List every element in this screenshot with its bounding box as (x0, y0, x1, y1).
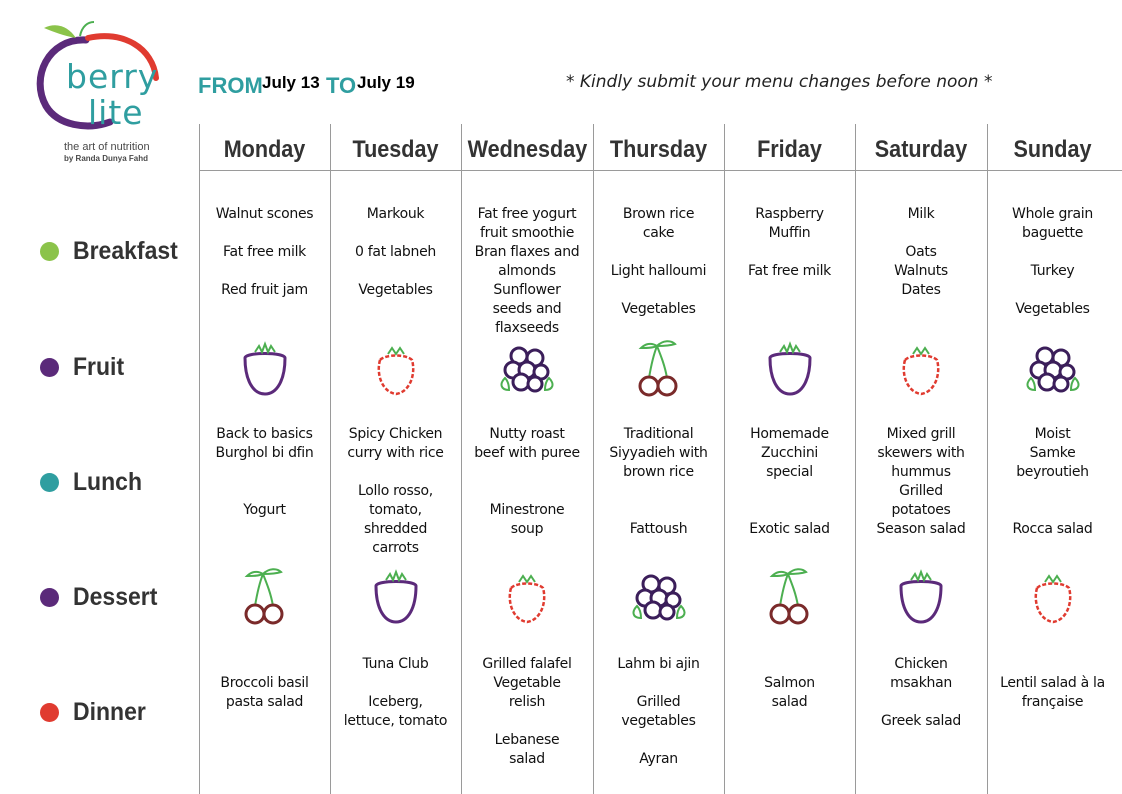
lunch-cell-wednesday (461, 425, 593, 539)
meal-row-fruit (40, 352, 129, 382)
menu-item: Fattoush (629, 521, 688, 537)
from-date: July 13 (262, 73, 320, 92)
logo-byline: by Randa Dunya Fahd (64, 154, 149, 163)
menu-item: 0 fat labneh (355, 244, 436, 260)
meal-label: Fruit (73, 352, 125, 381)
menu-item: Grilled (636, 694, 681, 710)
grape-icon (235, 338, 295, 398)
grape-icon (760, 338, 820, 398)
menu-item: Mixed grill (886, 426, 956, 442)
lunch-cell-friday (724, 425, 855, 539)
breakfast-cell-monday (199, 205, 330, 300)
meal-row-dessert (40, 582, 165, 612)
meal-label: Dessert (73, 582, 158, 611)
breakfast-cell-saturday (855, 205, 987, 300)
menu-item: Markouk (366, 206, 425, 222)
dinner-cell-tuesday (330, 655, 461, 731)
lunch-cell-monday (199, 425, 330, 520)
menu-item: Muffin (768, 225, 811, 241)
blueberry-icon (629, 566, 689, 626)
menu-item: Nutty roast (489, 426, 565, 442)
menu-item: Lahm bi ajin (617, 656, 700, 672)
dinner-cell-sunday (987, 655, 1118, 712)
grape-icon (891, 566, 951, 626)
menu-item: Rocca salad (1012, 521, 1093, 537)
menu-item: française (1021, 694, 1084, 710)
menu-item: flaxseeds (495, 320, 559, 336)
from-label: FROM (198, 73, 263, 98)
menu-item: carrots (372, 540, 419, 556)
menu-item: pasta salad (225, 694, 304, 710)
menu-item: Vegetables (1015, 301, 1090, 317)
breakfast-cell-friday (724, 205, 855, 281)
menu-item: skewers with (877, 445, 965, 461)
menu-item: tomato, (369, 502, 422, 518)
menu-item: brown rice (623, 464, 694, 480)
day-header-friday: Friday (757, 136, 822, 163)
blueberry-icon (1023, 338, 1083, 398)
meal-dot-icon (40, 703, 59, 722)
menu-item: Broccoli basil (220, 675, 309, 691)
meal-label: Lunch (73, 467, 142, 496)
menu-item: Samke (1029, 445, 1076, 461)
meal-row-dinner (40, 697, 152, 727)
menu-item: vegetables (621, 713, 696, 729)
cherry-icon (629, 338, 689, 398)
dinner-cell-friday (724, 655, 855, 712)
dinner-cell-saturday (855, 655, 987, 731)
day-header-thursday: Thursday (609, 136, 708, 163)
menu-item: lettuce, tomato (343, 713, 448, 729)
raspberry-icon (366, 338, 426, 398)
menu-item: Tuna Club (362, 656, 429, 672)
lunch-cell-saturday (855, 425, 987, 539)
menu-item: salad (771, 694, 808, 710)
menu-item: Fat free milk (748, 263, 831, 279)
menu-item: Oats (905, 244, 937, 260)
meal-dot-icon (40, 473, 59, 492)
meal-dot-icon (40, 588, 59, 607)
menu-item: Walnuts (894, 263, 948, 279)
menu-item: Vegetables (358, 282, 433, 298)
menu-item: Traditional (623, 426, 694, 442)
menu-item: Dates (901, 282, 941, 298)
menu-item: baguette (1021, 225, 1084, 241)
cherry-icon (235, 566, 295, 626)
grape-icon (366, 566, 426, 626)
breakfast-cell-tuesday (330, 205, 461, 300)
menu-item: Zucchini (761, 445, 818, 461)
menu-item: almonds (498, 263, 556, 279)
menu-item: Lentil salad à la (1000, 675, 1105, 691)
breakfast-cell-wednesday (461, 205, 593, 338)
menu-item: Raspberry (755, 206, 824, 222)
menu-item: Red fruit jam (221, 282, 308, 298)
day-header-wednesday: Wednesday (467, 136, 588, 163)
menu-item: potatoes (891, 502, 951, 518)
menu-item: Season salad (876, 521, 966, 537)
menu-item: Exotic salad (749, 521, 830, 537)
day-header-tuesday: Tuesday (352, 136, 439, 163)
menu-item: hummus (891, 464, 951, 480)
menu-item: seeds and (492, 301, 562, 317)
meal-dot-icon (40, 358, 59, 377)
menu-item: shredded (363, 521, 428, 537)
menu-item: Moist (1034, 426, 1071, 442)
brand-logo (28, 18, 178, 168)
menu-item: Whole grain (1012, 206, 1093, 222)
lunch-cell-thursday (593, 425, 724, 539)
lunch-cell-tuesday (330, 425, 461, 558)
menu-item: Back to basics (216, 426, 313, 442)
menu-item: soup (510, 521, 544, 537)
menu-change-notice: * Kindly submit your menu changes before noon * (566, 72, 993, 92)
menu-item: Siyyadieh with (609, 445, 708, 461)
header-divider (199, 170, 1122, 171)
menu-item: Yogurt (243, 502, 286, 518)
to-label: TO (326, 73, 357, 98)
breakfast-cell-sunday (987, 205, 1118, 319)
breakfast-cell-thursday (593, 205, 724, 319)
meal-row-lunch (40, 467, 148, 497)
dinner-cell-monday (199, 655, 330, 712)
raspberry-icon (497, 566, 557, 626)
meal-label: Dinner (73, 697, 146, 726)
logo-word-berry: berry (66, 57, 159, 96)
menu-item: Vegetables (621, 301, 696, 317)
menu-item: Grilled (899, 483, 943, 499)
menu-item: Vegetable (493, 675, 561, 691)
cherry-icon (760, 566, 820, 626)
raspberry-icon (1023, 566, 1083, 626)
to-date: July 19 (357, 73, 415, 92)
logo-tagline: the art of nutrition (64, 141, 150, 153)
menu-item: Grilled falafel (482, 656, 572, 672)
menu-item: Minestrone (489, 502, 565, 518)
menu-item: curry with rice (347, 445, 444, 461)
menu-item: Spicy Chicken (348, 426, 443, 442)
dinner-cell-thursday (593, 655, 724, 769)
menu-item: beyroutieh (1016, 464, 1089, 480)
menu-item: salad (509, 751, 545, 767)
menu-item: Salmon (764, 675, 815, 691)
menu-item: Lollo rosso, (358, 483, 433, 499)
meal-dot-icon (40, 242, 59, 261)
menu-item: Chicken (894, 656, 948, 672)
menu-item: Turkey (1030, 263, 1075, 279)
menu-item: Iceberg, (368, 694, 423, 710)
menu-item: beef with puree (474, 445, 580, 461)
menu-item: Sunflower (493, 282, 561, 298)
menu-item: Light halloumi (610, 263, 707, 279)
logo-word-lite: lite (88, 93, 144, 132)
menu-item: Greek salad (880, 713, 961, 729)
menu-item: Lebanese (494, 732, 560, 748)
menu-item: Fat free milk (223, 244, 306, 260)
lunch-cell-sunday (987, 425, 1118, 539)
menu-item: fruit smoothie (479, 225, 575, 241)
menu-item: Homemade (750, 426, 829, 442)
menu-item: Walnut scones (215, 206, 314, 222)
menu-item: Brown rice (622, 206, 695, 222)
menu-item: Burghol bi dfin (215, 445, 314, 461)
menu-item: msakhan (890, 675, 952, 691)
day-header-monday: Monday (223, 136, 306, 163)
menu-item: cake (642, 225, 675, 241)
menu-item: relish (508, 694, 546, 710)
meal-label: Breakfast (73, 236, 178, 265)
day-header-saturday: Saturday (874, 136, 968, 163)
raspberry-icon (891, 338, 951, 398)
dinner-cell-wednesday (461, 655, 593, 769)
blueberry-icon (497, 338, 557, 398)
day-header-sunday: Sunday (1013, 136, 1092, 163)
menu-item: special (766, 464, 813, 480)
meal-row-breakfast (40, 236, 187, 266)
menu-item: Ayran (639, 751, 678, 767)
menu-item: Milk (907, 206, 935, 222)
menu-item: Bran flaxes and (474, 244, 580, 260)
menu-item: Fat free yogurt (477, 206, 577, 222)
